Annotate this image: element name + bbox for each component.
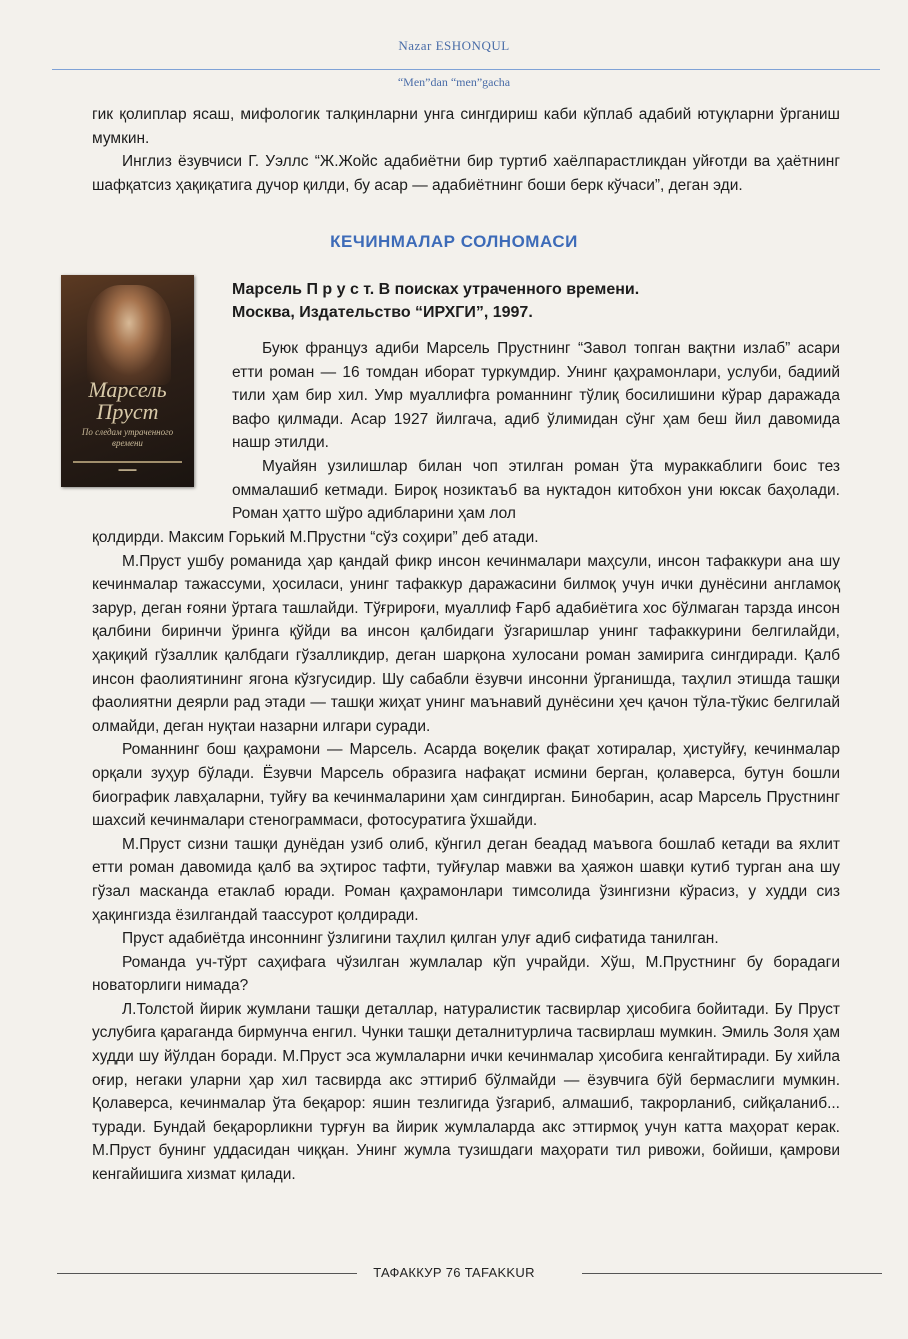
body-paragraph: М.Пруст сизни ташқи дунёдан узиб олиб, кўнгил деган беадад маъвога бошлаб кетади ва яхлит етти роман давомида қалб ва эҳтирос тафти, туйғулар мавжи ва ҳаяжон шавқи кутиб турган ана шу гўзал масканда етаклаб юради. Роман қаҳрамонлари тимсолида ўзингизни кўрасиз, у худди сиз ҳақингизда ёзилгандай таассурот қолдиради. — [92, 835, 840, 924]
cover-divider — [73, 461, 182, 463]
header-rule — [52, 69, 880, 70]
aside-text — [232, 337, 840, 526]
body-paragraph: М.Пруст ушбу романида ҳар қандай фикр инсон кечинмалари маҳсули, инсон тафаккури ана шу кечинмалар тажассуми, ҳосиласи, унинг тафаккур даражасини билмоқ учун ички дунёсини англамоқ зарур, деган ғояни ўртага ташлайди. Тўғрироғи, муаллиф Ғарб адабиётига хос бўлмаган тарзда инсон қалбини биринчи ўринга қўйди ва инсон қалбидаги ўзгаришлар унинг тафаккурини белгилайди, ҳақиқий гўзаллик қалбдаги гўзалликдир, деган шарқона хулосани роман замирига сингдиради. Қалб инсон фаолиятининг ягона кўзгусидир. Шу сабабли ёзувчи инсонни ўрганишда, таҳлил этишда ташқи фаолиятни деярли рад этади — ташқи жиҳат унинг маънавий дунёсини ҳеч қачон тўла-тўкис белгилай олмайди, деган нуқтаи назарни илгари суради. — [92, 552, 840, 735]
running-header-author: Nazar ESHONQUL — [398, 38, 510, 53]
body-paragraph: Л.Толстой йирик жумлани ташқи деталлар, натуралистик тасвирлар ҳисобига бойитади. Бу Пруст услубига қараганда бирмунча енгил. Чунки ташқи деталнитурлича тасвирлаш мумкин. Эмиль Золя ҳам худди шу йўлдан боради. М.Пруст эса жумлаларни ички кечинмалар ҳисобига кенгайтиради. Бу хийла оғир, негаки уларни ҳар хил тасвирда акс эттириб бўлмайди — ёзувчига бўй бермаслиги мумкин. Қолаверса, кечинмалар ўта беқарор: яшин тезлигида ўзгариб, алмашиб, такрорланиб, сийқаланиб... туради. Бундай беқарорликни турғун ва йирик жумлаларда акс эттирмоқ учун катта маҳорат керак. М.Пруст бунинг уддасидан чиққан. Унинг жумла тузишдаги маҳорати тил ривожи, бойиши, қамрови кенгайишига хизмат қилади. — [92, 1000, 840, 1184]
section-title: КЕЧИНМАЛАР СОЛНОМАСИ — [330, 232, 578, 251]
book-cover-image — [61, 275, 194, 487]
intro-paragraph: Инглиз ёзувчиси Г. Уэллс “Ж.Жойс адабиётни бир туртиб хаёлпарастликдан уйғотди ва ҳаётнинг шафқатсиз ҳақиқатига дучор қилди, бу асар — адабиётнинг боши берк кўчаси”, деган эди. — [92, 153, 840, 194]
book-citation-line: Марсель П р у с т. В поисках утраченного времени. — [232, 281, 640, 298]
cover-portrait — [87, 285, 171, 385]
cover-series-mark: ▬▬▬ — [118, 467, 137, 473]
book-citation-line: Москва, Издательство “ИРХГИ”, 1997. — [232, 304, 533, 321]
main-text — [92, 526, 840, 1187]
cover-author: Марсель Пруст — [88, 377, 167, 424]
body-paragraph: Буюк француз адиби Марсель Прустнинг “Завол топган вақтни излаб” асари етти роман — 16 томдан иборат туркумдир. Унинг қаҳрамонлари, услуби, бадиий тили ҳам бир хил. Умр муаллифга романнинг тўлиқ босилишини кўрар даражада вафо қилмади. Асар 1927 йилгача, адиб ўлимидан сўнг ҳам беш йил давомида нашр этилди. — [232, 340, 840, 452]
footer-rule-right — [582, 1273, 882, 1274]
cover-title: По следам утраченного времени — [81, 427, 174, 448]
page-footer: ТАФАККУР 76 TAFAKKUR — [373, 1265, 535, 1280]
body-paragraph: Пруст адабиётда инсоннинг ўзлигини таҳлил қилган улуғ адиб сифатида танилган. — [122, 930, 719, 948]
body-paragraph: Романда уч-тўрт саҳифага чўзилган жумлалар кўп учрайди. Хўш, М.Прустнинг бу борадаги новаторлиги нимада? — [92, 953, 840, 995]
intro-paragraph: гик қолиплар ясаш, мифологик талқинларни унга сингдириш каби кўплаб адабий ютуқларни ўрганиш мумкин. — [92, 106, 840, 147]
running-header-subtitle: “Men”dan “men”gacha — [397, 75, 511, 89]
body-paragraph: қолдирди. Максим Горький М.Прустни “сўз соҳири” деб атади. — [92, 529, 539, 546]
body-paragraph: Романнинг бош қаҳрамони — Марсель. Асарда воқелик фақат хотиралар, ҳистуйғу, кечинмалар орқали зуҳур бўлади. Ёзувчи Марсель образига нафақат исмини берган, қолаверса, бутун бошли биографик лавҳаларни, туйғу ва кечинмаларини ҳам сингдирган. Бинобарин, асар Марсель Прустнинг шахсий кечинмалари стенограммаси, фотосуратига ўхшайди. — [92, 741, 840, 830]
intro-text — [92, 103, 840, 197]
body-paragraph: Муайян узилишлар билан чоп этилган роман ўта мураккаблиги боис тез оммалашиб кетмади. Бироқ нозиктаъб ва нуктадон китобхон уни юксак баҳолади. Роман ҳатто шўро адибларини ҳам лол — [232, 457, 840, 523]
book-citation — [232, 278, 852, 324]
